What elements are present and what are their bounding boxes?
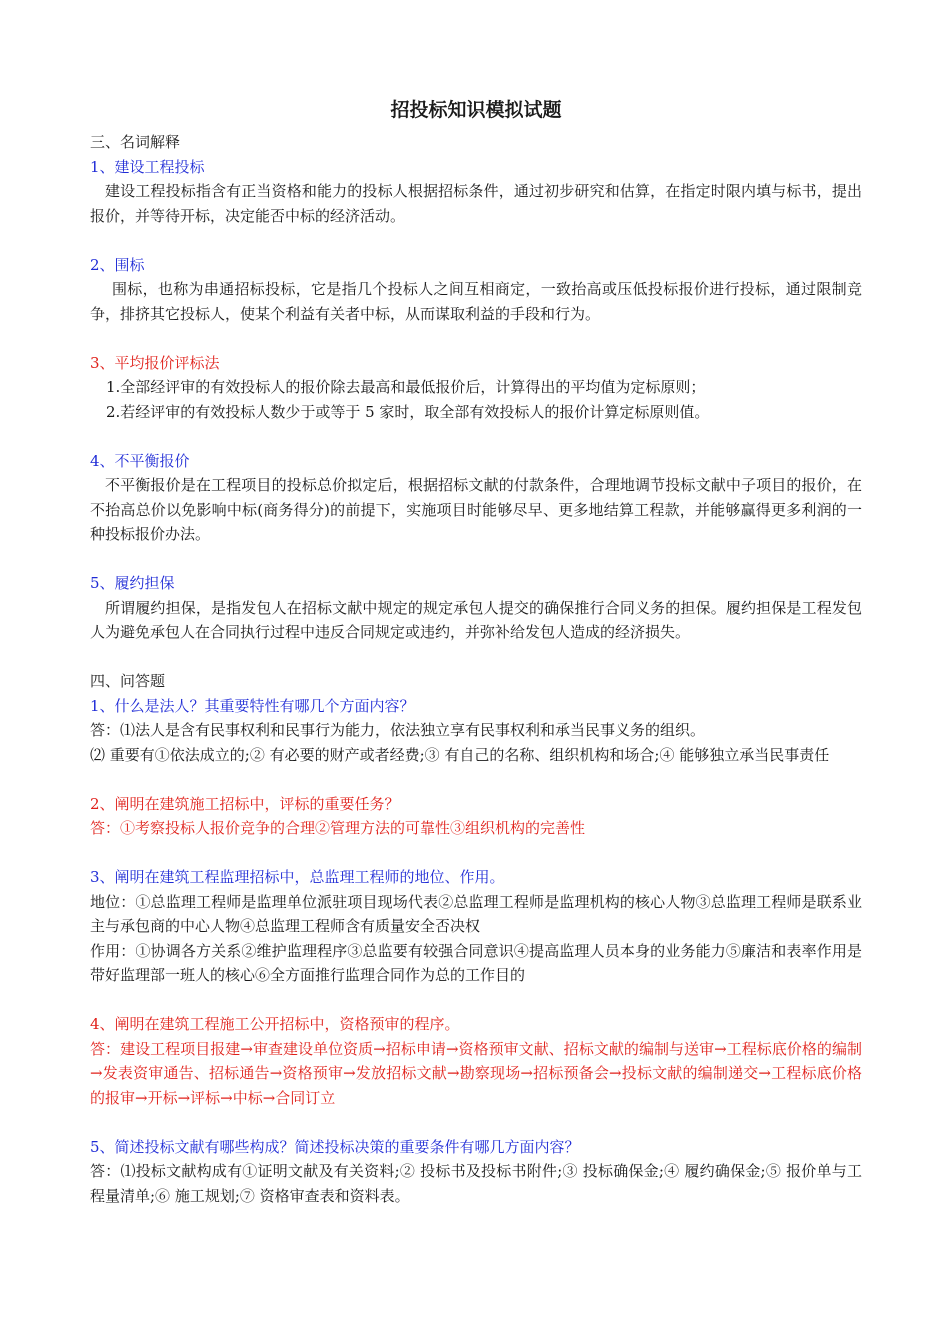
answer-1-part-2: ⑵ 重要有①依法成立的;② 有必要的财产或者经费;③ 有自己的名称、组织机构和场合;④ 能够独立承当民事责任: [90, 745, 830, 764]
question-4: 4、阐明在建筑工程施工公开招标中，资格预审的程序。: [90, 1015, 460, 1033]
answer-5: 答：⑴投标文献构成有①证明文献及有关资料;② 投标书及投标书附件;③ 投标确保金;④ 履约确保金;⑤ 报价单与工程量清单;⑥ 施工规划;⑦ 资格审查表和资料表。: [90, 1162, 862, 1205]
spacer: [90, 228, 862, 253]
section-heading-terms: 三、名词解释: [90, 133, 181, 151]
question-1: 1、什么是法人？其重要特性有哪几个方面内容？: [90, 696, 415, 715]
spacer: [90, 547, 862, 572]
spacer: [90, 1110, 862, 1135]
term-heading-5: 5、履约担保: [90, 574, 175, 592]
term-heading-1: 1、建设工程投标: [90, 157, 205, 176]
spacer: [90, 326, 862, 351]
question-2: 2、阐明在建筑施工招标中，评标的重要任务？: [90, 794, 400, 813]
answer-4: 答：建设工程项目报建→审查建设单位资质→招标申请→资格预审文献、招标文献的编制与送审→工程标底价格的编制→发表资审通告、招标通告→资格预审→发放招标文献→勘察现场→招标预备会→投标文献的编制递交→工程标底价格的报审→开标→评标→中标→合同订立: [90, 1039, 862, 1107]
spacer: [90, 841, 862, 866]
spacer: [90, 767, 862, 792]
term-body-3-line-2: 2.若经评审的有效投标人数少于或等于 5 家时，取全部有效投标人的报价计算定标原则值。: [106, 402, 710, 421]
spacer: [90, 988, 862, 1013]
answer-1-part-1: 答：⑴法人是含有民事权利和民事行为能力，依法独立享有民事权利和承当民事义务的组织。: [90, 721, 706, 739]
spacer: [90, 645, 862, 670]
term-body-4: 不平衡报价是在工程项目的投标总价拟定后，根据招标文献的付款条件，合理地调节投标文献中子项目的报价，在不抬高总价以免影响中标(商务得分)的前提下，实施项目时能够尽早、更多地结算工程款，并能够赢得更多利润的一种投标报价办法。: [90, 476, 862, 543]
question-3: 3、阐明在建筑工程监理招标中，总监理工程师的地位、作用。: [90, 868, 505, 886]
question-5: 5、简述投标文献有哪些构成？简述投标决策的重要条件有哪几方面内容？: [90, 1137, 580, 1156]
term-heading-4: 4、不平衡报价: [90, 451, 190, 470]
term-body-3-line-1: 1.全部经评审的有效投标人的报价除去最高和最低报价后，计算得出的平均值为定标原则；: [106, 378, 706, 396]
answer-3-role: 作用：①协调各方关系②维护监理程序③总监要有较强合同意识④提高监理人员本身的业务能力⑤廉洁和表率作用是带好监理部一班人的核心⑥全方面推行监理合同作为总的工作目的: [90, 941, 862, 984]
term-body-5: 所谓履约担保，是指发包人在招标文献中规定的规定承包人提交的确保推行合同义务的担保。履约担保是工程发包人为避免承包人在合同执行过程中违反合同规定或违约，并弥补给发包人造成的经济损失。: [90, 598, 862, 641]
page-title: 招投标知识模拟试题: [390, 99, 562, 121]
term-body-1: 建设工程投标指含有正当资格和能力的投标人根据招标条件，通过初步研究和估算，在指定时限内填与标书，提出报价，并等待开标，决定能否中标的经济活动。: [90, 182, 862, 225]
spacer: [90, 424, 862, 449]
section-heading-qa: 四、问答题: [90, 672, 166, 690]
answer-3-status: 地位：①总监理工程师是监理单位派驻项目现场代表②总监理工程师是监理机构的核心人物③总监理工程师是联系业主与承包商的中心人物④总监理工程师含有质量安全否决权: [90, 892, 862, 935]
term-body-2: 围标，也称为串通招标投标，它是指几个投标人之间互相商定，一致抬高或压低投标报价进行投标，通过限制竞争，排挤其它投标人，使某个利益有关者中标，从而谋取利益的手段和行为。: [90, 280, 862, 323]
answer-2: 答：①考察投标人报价竞争的合理②管理方法的可靠性③组织机构的完善性: [90, 819, 586, 837]
term-heading-3: 3、平均报价评标法: [90, 353, 220, 372]
term-heading-2: 2、围标: [90, 255, 145, 274]
